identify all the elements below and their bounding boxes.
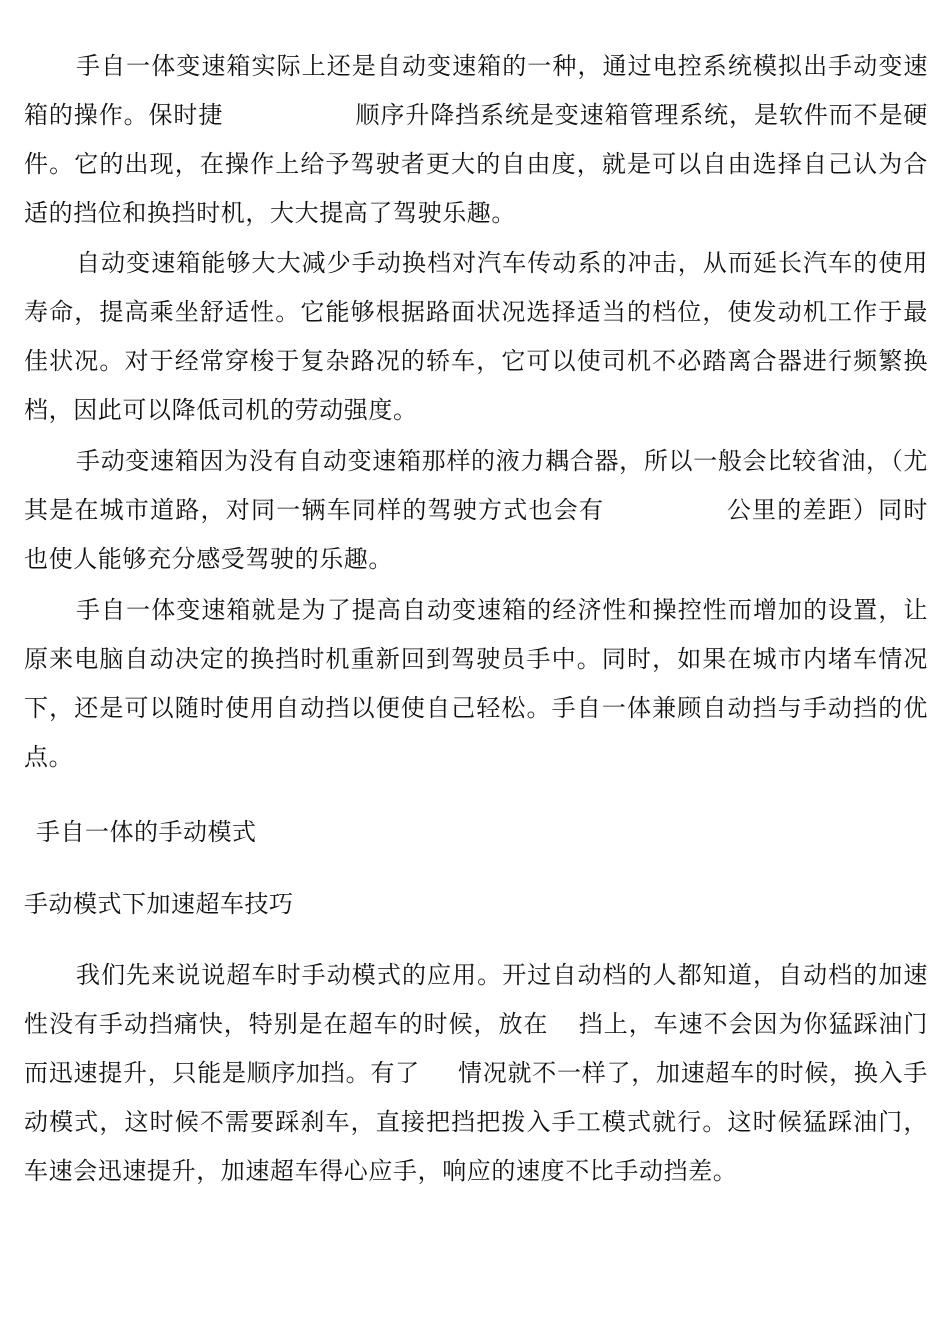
paragraph-text: 情况就不一样了，加速超车的时候，换入手动模式，这时候不需要踩刹车，直接把挡把拨入手工模式就行。这时候猛踩油门，车速会迅速提升，加速超车得心应手，响应的速度不比手动挡差。 [24, 1059, 928, 1185]
paragraph-text: 顺序升降挡系统是变速箱管理系统，是软件而不是硬件。它的出现，在操作上给予驾驶者更大的自由度，就是可以自由选择自己认为合适的挡位和换挡时机，大大提高了驾驶乐趣。 [24, 101, 928, 227]
paragraph-manual-auto-intro [24, 42, 928, 238]
section-heading: 手自一体的手动模式 [36, 818, 257, 846]
paragraph-text: 挡上，车速不会因为你猛踩油门而迅速提升，只能是顺序加挡。有了 [24, 1010, 928, 1087]
paragraph-tiptronic-purpose [24, 586, 928, 782]
paragraph-text: 公里的差距）同时也使人能够充分感受驾驶的乐趣。 [24, 496, 928, 573]
paragraph-manual-fuel [24, 437, 928, 584]
paragraph-overtaking [24, 951, 928, 1196]
paragraph-text: 自动变速箱能够大大减少手动换档对汽车传动系的冲击，从而延长汽车的使用寿命，提高乘坐舒适性。它能够根据路面状况选择适当的档位，使发动机工作于最佳状况。对于经常穿梭于复杂路况的轿车，它可以使司机不必踏离合器进行频繁换档，因此可以降低司机的劳动强度。 [24, 249, 928, 424]
paragraph-automatic-benefits [24, 239, 928, 435]
paragraph-text: 手动变速箱因为没有自动变速箱那样的液力耦合器，所以一般会比较省油，（尤其是在城市道路，对同一辆车同样的驾驶方式也会有 [24, 447, 928, 524]
subsection-heading: 手动模式下加速超车技巧 [24, 890, 294, 918]
paragraph-text: 我们先来说说超车时手动模式的应用。开过自动档的人都知道，自动档的加速性没有手动挡痛快，特别是在超车的时候，放在 [24, 961, 928, 1038]
paragraph-text: 手自一体变速箱实际上还是自动变速箱的一种，通过电控系统模拟出手动变速箱的操作。保时捷 [24, 52, 928, 129]
paragraph-text: 手自一体变速箱就是为了提高自动变速箱的经济性和操控性而增加的设置，让原来电脑自动决定的换挡时机重新回到驾驶员手中。同时，如果在城市内堵车情况下，还是可以随时使用自动挡以便使自己轻松。手自一体兼顾自动挡与手动挡的优点。 [24, 596, 928, 771]
